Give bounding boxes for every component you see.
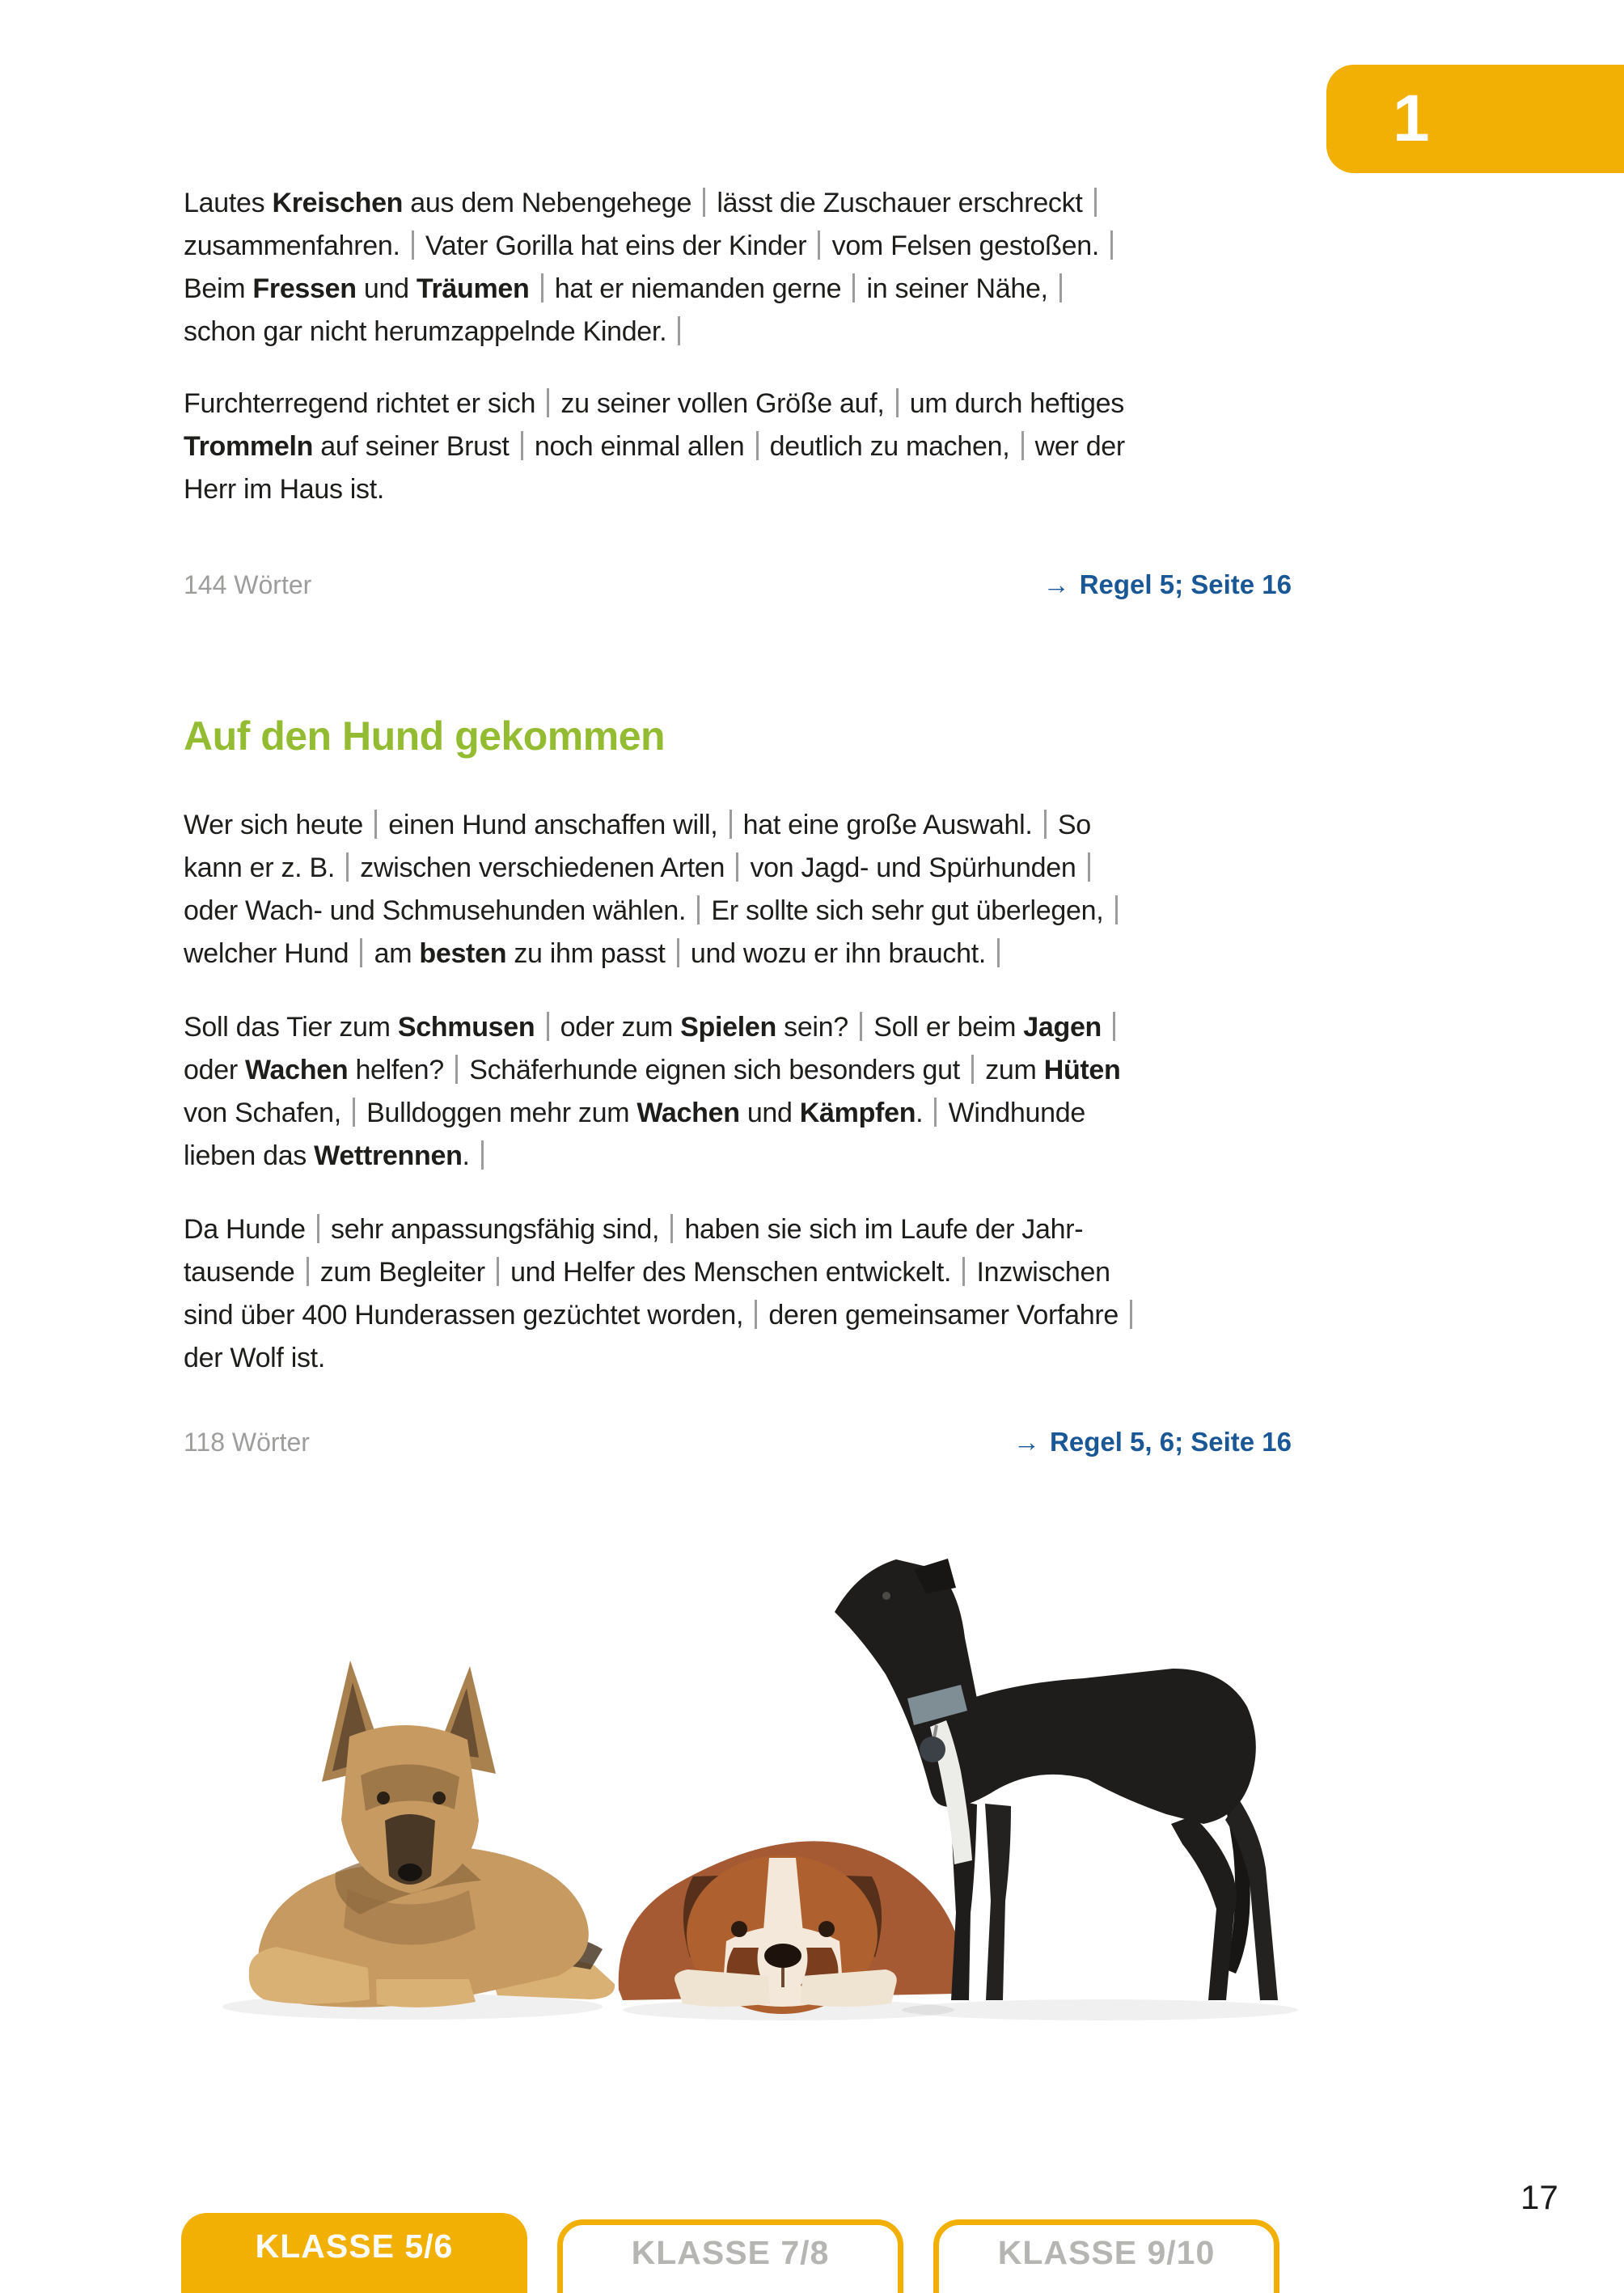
chunk-separator (317, 1214, 319, 1243)
chunk-separator (697, 895, 700, 924)
chunk-separator (852, 273, 855, 302)
chunk-separator (346, 852, 349, 882)
german-shepherd-illustration (249, 1661, 615, 2007)
chunk-separator (521, 431, 523, 460)
word-count: 118 Wörter (184, 1428, 310, 1457)
text-line: tausende zum Begleiter und Helfer des Menschen entwickelt. Inzwischen (184, 1257, 1110, 1288)
chunk-separator (730, 810, 732, 839)
class-level-tabs (181, 2213, 1279, 2293)
unit-number-badge (1326, 65, 1624, 173)
chunk-separator (1044, 810, 1047, 839)
text-line: Wer sich heute einen Hund anschaffen will, hat eine große Auswahl. So (184, 810, 1091, 840)
chunk-separator (1110, 231, 1113, 260)
text-line: schon gar nicht herumzappelnde Kinder. (184, 311, 1292, 353)
chunk-separator (353, 1098, 355, 1127)
text-line: Trommeln auf seiner Brust noch einmal allen deutlich zu machen, wer der (184, 431, 1125, 462)
chunk-separator (703, 188, 705, 217)
paragraph (184, 182, 1292, 353)
text-line: Furchterregend richtet er sich zu seiner vollen Größe auf, um durch heftiges (184, 388, 1124, 419)
word-count: 144 Wörter (184, 570, 312, 599)
chunk-separator (1094, 188, 1097, 217)
chunk-separator (736, 852, 738, 882)
chunk-separator (670, 1214, 673, 1243)
text-line: zusammenfahren. Vater Gorilla hat eins der Kinder vom Felsen gestoßen. (184, 225, 1292, 268)
tab-klasse-7-8[interactable]: KLASSE 7/8 (557, 2219, 903, 2293)
chunk-separator (1021, 431, 1024, 460)
chunk-separator (455, 1055, 458, 1084)
unit-number: 1 (1393, 82, 1430, 155)
tab-klasse-5-6[interactable]: KLASSE 5/6 (181, 2213, 527, 2293)
text-line: Herr im Haus ist. (184, 474, 385, 505)
chunk-separator (1113, 1012, 1115, 1041)
paragraph (184, 1208, 1292, 1380)
chunk-separator (755, 1300, 757, 1329)
chunk-separator (1130, 1300, 1132, 1329)
text-line: Beim Fressen und Träumen hat er niemanden gerne in seiner Nähe, (184, 268, 1292, 311)
chunk-separator (860, 1012, 862, 1041)
chunk-separator (547, 388, 549, 417)
rule-reference-link[interactable] (1013, 1427, 1292, 1457)
text-section-gorilla (184, 182, 1292, 600)
chunk-separator (497, 1257, 499, 1286)
chunk-separator (934, 1098, 937, 1127)
text-section-hund (184, 713, 1292, 1457)
chunk-separator (962, 1257, 965, 1286)
text-line: oder Wach- und Schmusehunden wählen. Er sollte sich sehr gut überlegen, (184, 890, 1292, 933)
content-column (184, 182, 1292, 1457)
text-line: Lautes Kreischen aus dem Nebengehege lässt die Zuschauer erschreckt (184, 182, 1292, 225)
chunk-separator (1115, 895, 1118, 924)
chunk-separator (756, 431, 759, 460)
chunk-separator (971, 1055, 974, 1084)
text-line: Da Hunde sehr anpassungsfähig sind, haben sie sich im Laufe der Jahr- (184, 1214, 1084, 1245)
chunk-separator (818, 231, 820, 260)
chunk-separator (1088, 852, 1090, 882)
chunk-separator (412, 231, 414, 260)
text-line: lieben das Wettrennen. (184, 1135, 1292, 1178)
text-line: welcher Hund am besten zu ihm passt und wozu er ihn braucht. (184, 933, 1292, 975)
chunk-separator (678, 316, 680, 345)
chunk-separator (1059, 273, 1062, 302)
chunk-separator (997, 938, 1000, 967)
chunk-separator (677, 938, 679, 967)
chunk-separator (547, 1012, 549, 1041)
text-line: kann er z. B. zwischen verschiedenen Arten von Jagd- und Spürhunden (184, 847, 1292, 890)
paragraph (184, 1006, 1292, 1178)
text-line: der Wolf ist. (184, 1343, 325, 1373)
arrow-right-icon: → (1042, 569, 1070, 599)
paragraph (184, 383, 1292, 511)
page-number: 17 (1520, 2178, 1558, 2216)
chunk-separator (896, 388, 899, 417)
text-meta-row (184, 1427, 1292, 1457)
text-line: von Schafen, Bulldoggen mehr zum Wachen und Kämpfen. Windhunde (184, 1098, 1085, 1128)
text-meta-row (184, 569, 1292, 600)
rule-reference-link[interactable] (1043, 569, 1292, 600)
tab-klasse-9-10[interactable]: KLASSE 9/10 (933, 2219, 1279, 2293)
chunk-separator (360, 938, 362, 967)
rule-reference-label: Regel 5; Seite 16 (1079, 569, 1292, 599)
dogs-photo (202, 1533, 1334, 2026)
arrow-right-icon: → (1013, 1427, 1041, 1457)
text-line: oder Wachen helfen? Schäferhunde eignen sich besonders gut zum Hüten (184, 1055, 1121, 1085)
chunk-separator (374, 810, 377, 839)
rule-reference-label: Regel 5, 6; Seite 16 (1050, 1427, 1292, 1457)
chunk-separator (307, 1257, 309, 1286)
text-line: Soll das Tier zum Schmusen oder zum Spielen sein? Soll er beim Jagen (184, 1006, 1292, 1049)
chunk-separator (481, 1140, 484, 1170)
chunk-separator (541, 273, 543, 302)
paragraph (184, 804, 1292, 975)
boxer-illustration (619, 1841, 963, 2014)
text-line: sind über 400 Hunderassen gezüchtet worden, deren gemeinsamer Vorfahre (184, 1294, 1292, 1337)
section-heading: Auf den Hund gekommen (184, 713, 666, 759)
